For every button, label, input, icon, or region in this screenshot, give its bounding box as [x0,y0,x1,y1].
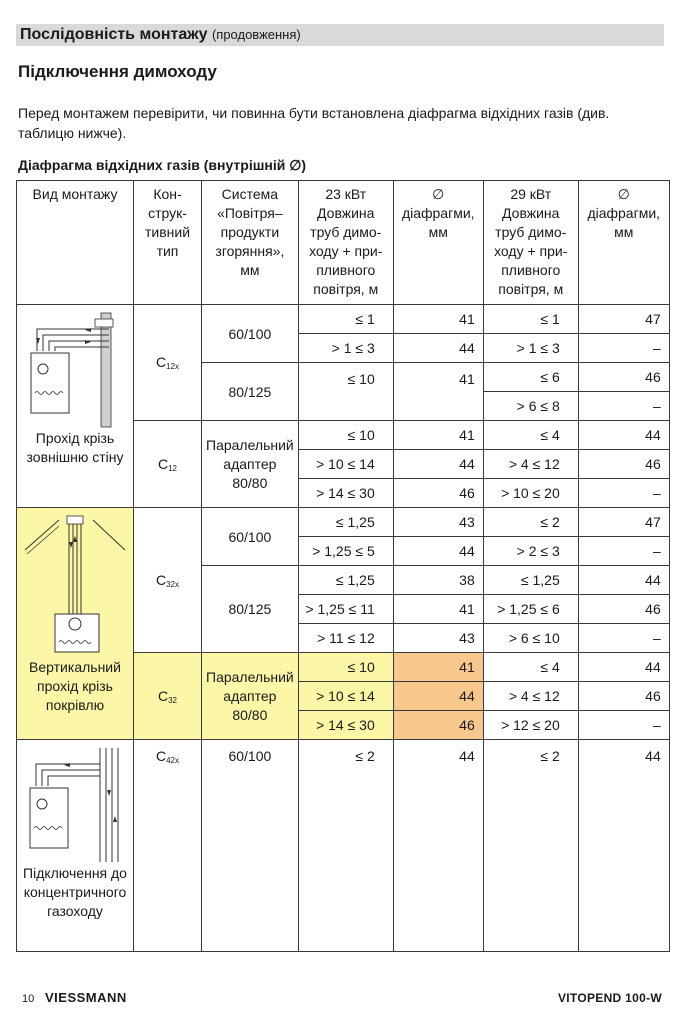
type-sub-c32: 32 [168,695,178,705]
length-29kw: > 4 ≤ 12 [483,682,578,711]
type-sub-c12: 12 [168,463,178,473]
orifice-table [16,180,670,952]
length-23kw: > 14 ≤ 30 [298,711,393,740]
orifice-29kw: 44 [578,653,669,682]
length-23kw: ≤ 10 [298,363,393,421]
orifice-29kw: 47 [578,305,669,334]
brand-logo: VIESSMANN [45,990,127,1005]
type-cell-c12 [134,421,202,508]
orifice-29kw: – [578,711,669,740]
col-header-type: Конструктивний тип [134,181,202,305]
length-23kw: > 11 ≤ 12 [298,624,393,653]
mounting-cell-roof [17,508,134,740]
orifice-23kw: 44 [393,740,483,952]
orifice-29kw: 46 [578,682,669,711]
table-row [17,740,670,952]
length-23kw: > 14 ≤ 30 [298,479,393,508]
length-29kw: ≤ 1 [483,305,578,334]
orifice-23kw: 41 [393,653,483,682]
length-23kw: ≤ 1 [298,305,393,334]
length-29kw: > 1 ≤ 3 [483,334,578,363]
mounting-label-wall: Прохід крізь зовнішню стіну [26,430,124,465]
type-label-c12x: C [155,354,167,370]
length-29kw: ≤ 4 [483,653,578,682]
orifice-29kw: 46 [578,450,669,479]
orifice-23kw: 43 [393,624,483,653]
mounting-label-roof: Вертикальний прохід крізь покрівлю [29,659,121,713]
orifice-29kw: – [578,392,669,421]
col-header-system: Система «Повітря–продукти згоряння», мм [202,181,299,305]
type-cell-c32x [134,508,202,653]
type-cell-c42x [134,740,202,952]
orifice-29kw: – [578,537,669,566]
mounting-cell-wall [17,305,134,508]
length-23kw: > 1,25 ≤ 11 [298,595,393,624]
orifice-29kw: 44 [578,566,669,595]
orifice-23kw: 44 [393,682,483,711]
length-29kw: > 10 ≤ 20 [483,479,578,508]
length-29kw: ≤ 2 [483,740,578,952]
orifice-23kw: 41 [393,421,483,450]
mounting-label-concentric: Підключення до концентричного газоходу [23,865,127,919]
type-label-c42x: C [155,748,167,764]
length-23kw: > 1 ≤ 3 [298,334,393,363]
length-29kw: ≤ 6 [483,363,578,392]
type-label-c12: C [157,455,169,472]
orifice-23kw: 46 [393,479,483,508]
type-cell-c32 [134,653,202,740]
page-header-subtitle: (продовження) [211,27,301,42]
system-cell-80-125: 80/125 [202,566,299,653]
length-23kw: > 1,25 ≤ 5 [298,537,393,566]
page-number: 10 [22,993,35,1005]
length-29kw: ≤ 1,25 [483,566,578,595]
product-name: VITOPEND 100-W [557,991,662,1005]
orifice-29kw: 44 [578,740,669,952]
type-sub-c32x: 32x [166,579,180,589]
length-23kw: ≤ 2 [298,740,393,952]
section-title: Підключення димоходу [18,62,217,81]
length-23kw: ≤ 1,25 [298,566,393,595]
type-label-c32: C [157,687,169,704]
col-header-orifice-29kw: ∅ діафрагми, мм [578,181,669,305]
system-cell-parallel: Паралельний адаптер 80/80 [202,421,299,508]
orifice-29kw: 46 [578,363,669,392]
length-29kw: > 6 ≤ 10 [483,624,578,653]
orifice-29kw: 47 [578,508,669,537]
length-29kw: ≤ 4 [483,421,578,450]
intro-paragraph: Перед монтажем перевірити, чи повинна бути встановлена діафрагма відхідних газів (див. таблицю нижче). [18,105,610,141]
length-23kw: > 10 ≤ 14 [298,682,393,711]
system-cell-60-100: 60/100 [202,740,299,952]
type-sub-c12x: 12x [166,362,180,371]
type-sub-c42x: 42x [166,756,180,765]
col-header-mounting: Вид монтажу [17,181,134,305]
col-header-orifice-23kw: ∅ діафрагми, мм [393,181,483,305]
length-23kw: ≤ 10 [298,653,393,682]
system-cell-60-100: 60/100 [202,305,299,363]
page-header-title: Послідовність монтажу [20,26,208,43]
orifice-29kw: – [578,479,669,508]
length-29kw: > 4 ≤ 12 [483,450,578,479]
length-29kw: > 2 ≤ 3 [483,537,578,566]
length-29kw: ≤ 2 [483,508,578,537]
system-cell-60-100: 60/100 [202,508,299,566]
col-header-length-29kw: 29 кВт Довжина труб димоходу + припливного повітря, м [483,181,578,305]
system-cell-parallel: Паралельний адаптер 80/80 [202,653,299,740]
system-cell-80-125: 80/125 [202,363,299,421]
length-23kw: ≤ 1,25 [298,508,393,537]
orifice-23kw: 44 [393,537,483,566]
orifice-29kw: – [578,334,669,363]
orifice-23kw: 46 [393,711,483,740]
length-29kw: > 6 ≤ 8 [483,392,578,421]
concentric-flue-diagram [24,746,126,864]
orifice-23kw: 44 [393,334,483,363]
length-23kw: > 10 ≤ 14 [298,450,393,479]
col-header-length-23kw: 23 кВт Довжина труб димоходу + припливного повітря, м [298,181,393,305]
page-header-bar [16,24,664,46]
orifice-23kw: 41 [393,363,483,421]
orifice-29kw: 44 [578,421,669,450]
orifice-23kw: 41 [393,305,483,334]
table-header-row [17,181,670,305]
table-row [17,305,670,334]
mounting-cell-concentric [17,740,134,952]
orifice-23kw: 41 [393,595,483,624]
table-caption: Діафрагма відхідних газів (внутрішній ∅) [18,157,307,173]
orifice-23kw: 44 [393,450,483,479]
wall-flue-diagram [25,311,125,429]
orifice-29kw: – [578,624,669,653]
type-cell-c12x [134,305,202,421]
roof-flue-diagram [23,514,127,658]
type-label-c32x: C [155,571,167,588]
length-29kw: > 12 ≤ 20 [483,711,578,740]
orifice-23kw: 38 [393,566,483,595]
orifice-23kw: 43 [393,508,483,537]
length-29kw: > 1,25 ≤ 6 [483,595,578,624]
orifice-29kw: 46 [578,595,669,624]
length-23kw: ≤ 10 [298,421,393,450]
table-row [17,508,670,537]
